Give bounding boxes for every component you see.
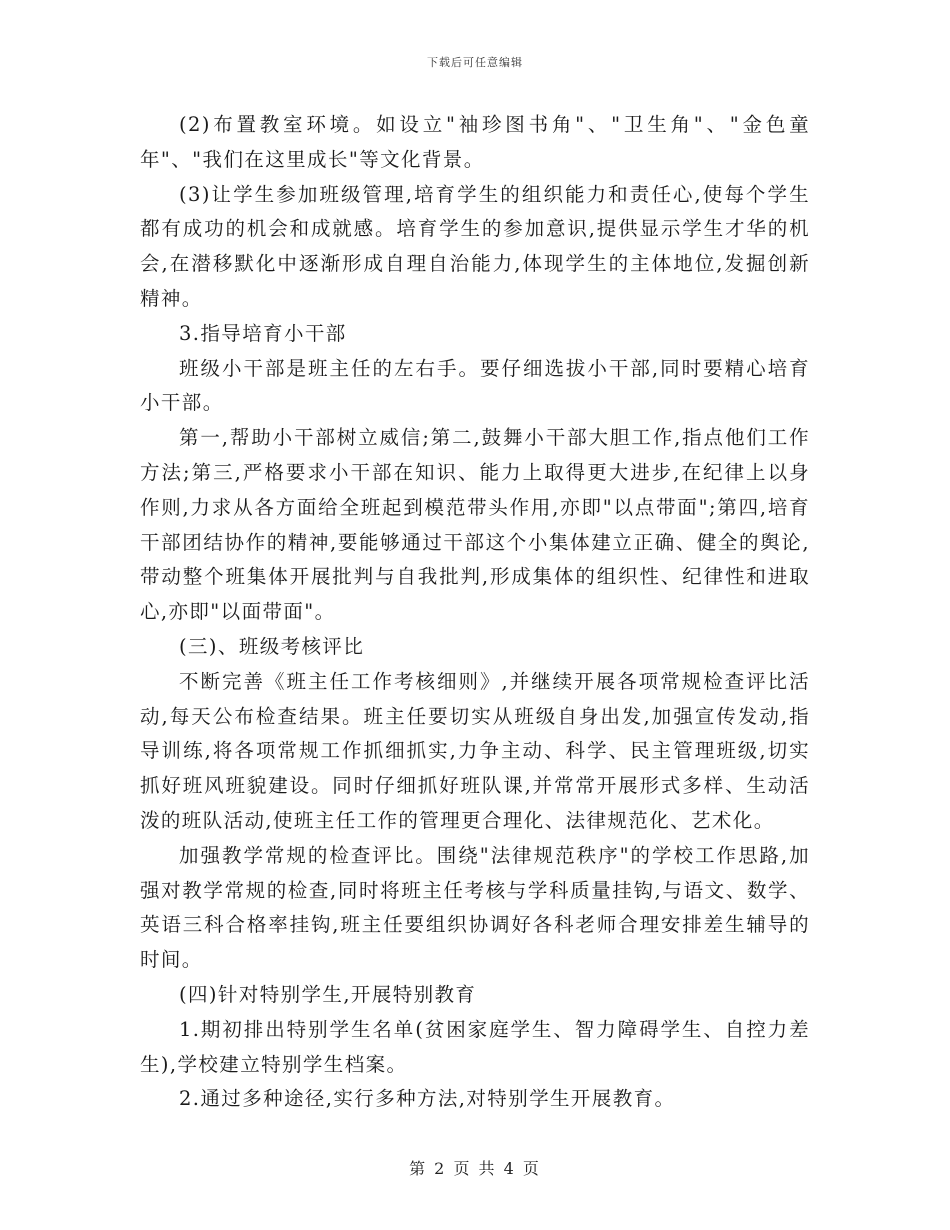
paragraph-class-management: (3)让学生参加班级管理,培育学生的组织能力和责任心,使每个学生都有成功的机会和成就感。培育学生的参加意识,提供显示学生才华的机会,在潜移默化中逐渐形成自理自治能力,体现学生的主体地位,发掘创新精神。 xyxy=(140,182,810,310)
list-item-special-students-2: 2.通过多种途径,实行多种方法,对特别学生开展教育。 xyxy=(179,1087,676,1111)
paragraph-teaching-inspection: 加强教学常规的检查评比。围绕"法律规范秩序"的学校工作思路,加强对教学常规的检查,同时将班主任考核与学科质量挂钩,与语文、数学、英语三科合格率挂钩,班主任要组织协调好各科老师合理安排差生辅导的时间。 xyxy=(140,843,810,972)
paragraph-assessment-rules: 不断完善《班主任工作考核细则》,并继续开展各项常规检查评比活动,每天公布检查结果。班主任要切实从班级自身出发,加强宣传发动,指导训练,将各项常规工作抓细抓实,力争主动、科学、民主管理班级,切实抓好班风班貌建设。同时仔细抓好班队课,并常常开展形式多样、生动活泼的班队活动,使班主任工作的管理更合理化、法律规范化、艺术化。 xyxy=(140,669,810,832)
paragraph-cadres-steps: 第一,帮助小干部树立威信;第二,鼓舞小干部大胆工作,指点他们工作方法;第三,严格要求小干部在知识、能力上取得更大进步,在纪律上以身作则,力求从各方面给全班起到模范带头作用,亦即"以点带面";第四,培育干部团结协作的精神,要能够通过干部这个小集体建立正确、健全的舆论,带动整个班集体开展批判与自我批判,形成集体的组织性、纪律性和进取心,亦即"以面带面"。 xyxy=(140,426,810,624)
page-number-footer: 第 2 页 共 4 页 xyxy=(409,1159,541,1178)
paragraph-classroom-environment: (2)布置教室环境。如设立"袖珍图书角"、"卫生角"、"金色童年"、"我们在这里成长"等文化背景。 xyxy=(140,113,810,171)
section-heading-cadres: 3.指导培育小干部 xyxy=(179,321,347,345)
section-heading-special-students: (四)针对特别学生,开展特别教育 xyxy=(179,982,477,1006)
list-item-special-students-1: 1.期初排出特别学生名单(贫困家庭学生、智力障碍学生、自控力差生),学校建立特别学生档案。 xyxy=(140,1017,810,1076)
page-header: 下载后可任意编辑 xyxy=(427,56,523,69)
paragraph-cadres-intro: 班级小干部是班主任的左右手。要仔细选拔小干部,同时要精心培育小干部。 xyxy=(140,356,810,415)
document-body xyxy=(140,108,810,1117)
section-heading-assessment: (三)、班级考核评比 xyxy=(179,634,365,658)
